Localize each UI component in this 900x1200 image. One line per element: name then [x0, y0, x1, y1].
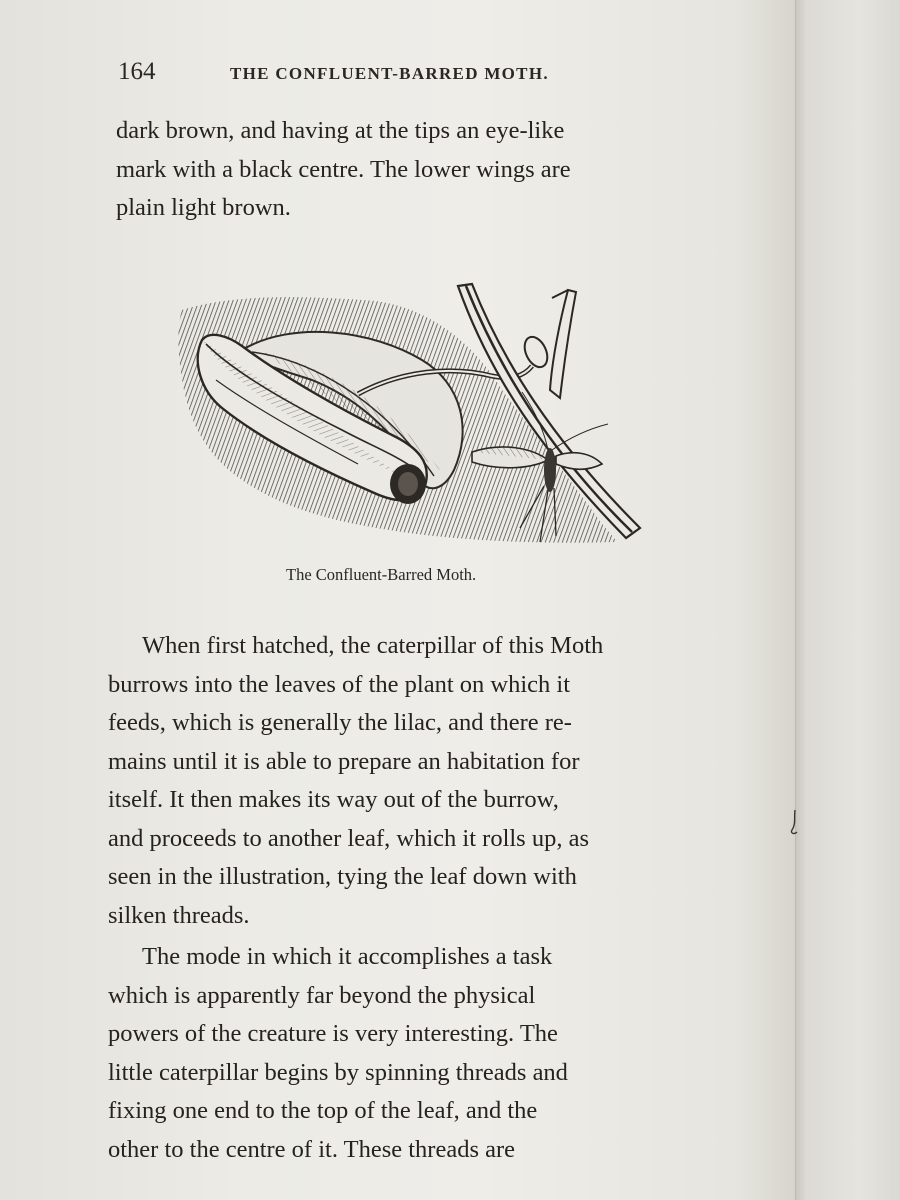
moth-illustration — [172, 280, 644, 552]
running-head: THE CONFLUENT-BARRED MOTH. — [230, 64, 549, 83]
text-line: itself. It then makes its way out of the burrow, — [108, 786, 559, 813]
page-header — [118, 58, 718, 94]
text-line: mark with a black centre. The lower wings are — [116, 155, 571, 183]
text-line: mains until it is able to prepare an habitation for — [108, 747, 580, 775]
text-line: feeds, which is generally the lilac, and there re- — [108, 709, 572, 736]
text-line: little caterpillar begins by spinning threads and — [108, 1058, 568, 1086]
bud — [520, 333, 552, 370]
text-line: powers of the creature is very interesting. The — [108, 1020, 558, 1047]
text-line: dark brown, and having at the tips an eye-like — [116, 117, 565, 144]
text-line: The mode in which it accomplishes a task — [142, 943, 553, 970]
continued-paragraph — [116, 112, 716, 228]
side-shoot — [550, 290, 576, 398]
page-number: 164 — [118, 58, 156, 85]
text-line: other to the centre of it. These threads are — [108, 1135, 516, 1163]
text-line: fixing one end to the top of the leaf, and the — [108, 1097, 538, 1124]
text-line: When first hatched, the caterpillar of this Moth — [142, 632, 604, 659]
text-line: which is apparently far beyond the physical — [108, 981, 536, 1009]
margin-pencil-mark — [786, 808, 802, 838]
next-page-edge — [795, 0, 900, 1200]
text-line: burrows into the leaves of the plant on which it — [108, 670, 570, 698]
text-line: silken threads. — [108, 901, 250, 929]
paragraph-caterpillar — [108, 627, 708, 935]
paragraph-mode — [108, 938, 708, 1169]
text-line: and proceeds to another leaf, which it rolls up, as — [108, 824, 590, 852]
text-line: seen in the illustration, tying the leaf down with — [108, 863, 577, 890]
figure-caption: The Confluent-Barred Moth. — [286, 565, 477, 584]
text-line: plain light brown. — [116, 194, 291, 221]
